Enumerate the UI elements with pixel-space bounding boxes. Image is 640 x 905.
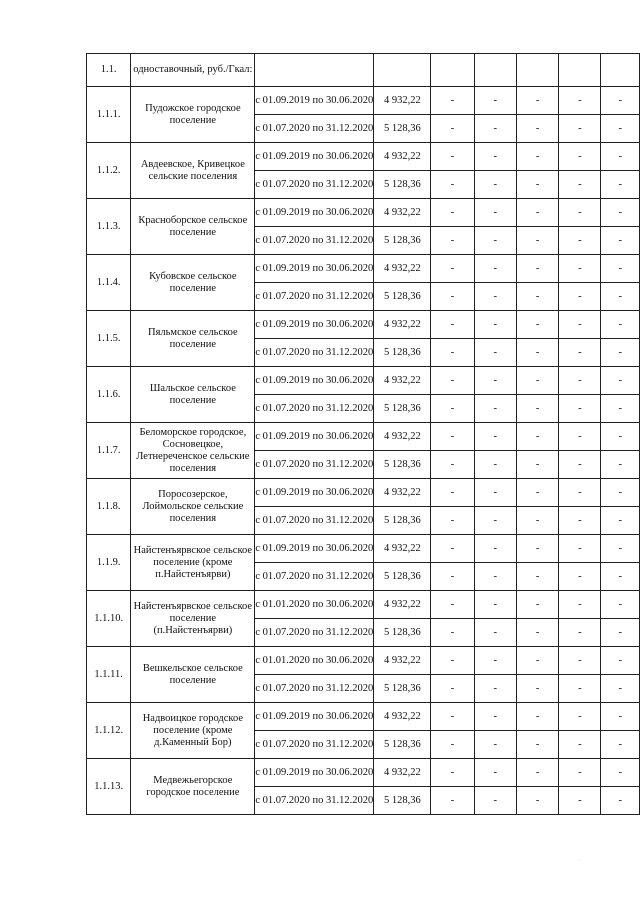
empty-mark-cell: - [431,423,474,451]
empty-mark-cell: - [559,731,601,759]
tariff-value: 5 128,36 [374,115,431,143]
empty-mark-cell: - [559,143,601,171]
empty-mark-cell: - [431,283,474,311]
empty-mark-cell: - [559,451,601,479]
settlement-name: Надвоицкое городское поселение (кроме д.Каменный Бор) [131,703,255,759]
empty-mark-cell: - [431,675,474,703]
empty-mark-cell: - [431,227,474,255]
empty-mark-cell: - [474,787,516,815]
empty-mark-cell: - [601,367,640,395]
period-cell: с 01.07.2020 по 31.12.2020 [255,563,374,591]
table-row [87,759,640,787]
tariff-value: 4 932,22 [374,311,431,339]
settlement-name: Беломорское городское, Сосновецкое, Летнереченское сельские поселения [131,423,255,479]
empty-mark-cell: - [474,339,516,367]
empty-mark-cell: - [516,115,558,143]
empty-mark-cell: - [601,171,640,199]
empty-mark-cell: - [431,563,474,591]
period-cell: с 01.07.2020 по 31.12.2020 [255,675,374,703]
settlement-name: Красноборское сельское поселение [131,199,255,255]
empty-mark-cell: - [431,199,474,227]
period-cell: с 01.09.2019 по 30.06.2020 [255,367,374,395]
period-cell: с 01.07.2020 по 31.12.2020 [255,395,374,423]
table-row [87,311,640,339]
table-row [87,647,640,675]
tariff-value: 5 128,36 [374,563,431,591]
empty-mark-cell: - [474,367,516,395]
tariff-value: 4 932,22 [374,759,431,787]
empty-mark-cell: - [516,423,558,451]
empty-mark-cell: - [516,255,558,283]
period-cell: с 01.07.2020 по 31.12.2020 [255,507,374,535]
empty-mark-cell: - [431,311,474,339]
period-cell: с 01.07.2020 по 31.12.2020 [255,227,374,255]
empty-mark-cell: - [431,535,474,563]
settlement-name: Медвежьегорское городское поселение [131,759,255,815]
tariff-value: 5 128,36 [374,283,431,311]
empty-cell [516,54,558,87]
empty-mark-cell: - [559,367,601,395]
period-cell: с 01.01.2020 по 30.06.2020 [255,647,374,675]
tariff-value: 4 932,22 [374,647,431,675]
empty-mark-cell: - [431,759,474,787]
empty-mark-cell: - [431,787,474,815]
empty-mark-cell: - [474,87,516,115]
empty-mark-cell: - [474,423,516,451]
empty-mark-cell: - [431,143,474,171]
empty-mark-cell: - [516,703,558,731]
tariff-value: 5 128,36 [374,171,431,199]
empty-mark-cell: - [474,479,516,507]
empty-mark-cell: - [474,591,516,619]
settlement-name: Найстенъярвское сельское поселение (п.Найстенъярви) [131,591,255,647]
row-number: 1.1.11. [87,647,131,703]
empty-mark-cell: - [559,339,601,367]
empty-mark-cell: - [431,731,474,759]
empty-mark-cell: - [601,703,640,731]
empty-mark-cell: - [516,591,558,619]
empty-mark-cell: - [516,675,558,703]
tariff-value: 4 932,22 [374,143,431,171]
empty-mark-cell: - [601,563,640,591]
empty-mark-cell: - [559,563,601,591]
period-cell: с 01.09.2019 по 30.06.2020 [255,423,374,451]
period-cell: с 01.07.2020 по 31.12.2020 [255,619,374,647]
row-number: 1.1.8. [87,479,131,535]
row-number: 1.1.9. [87,535,131,591]
empty-mark-cell: - [601,675,640,703]
tariff-table [86,53,640,815]
period-cell: с 01.01.2020 по 30.06.2020 [255,591,374,619]
table-row [87,87,640,115]
empty-mark-cell: - [601,143,640,171]
period-cell: с 01.07.2020 по 31.12.2020 [255,171,374,199]
empty-mark-cell: - [431,87,474,115]
empty-mark-cell: - [474,255,516,283]
tariff-value: 5 128,36 [374,451,431,479]
empty-mark-cell: - [559,311,601,339]
table-row [87,535,640,563]
empty-mark-cell: - [431,255,474,283]
empty-mark-cell: - [431,115,474,143]
empty-mark-cell: - [431,703,474,731]
empty-mark-cell: - [431,367,474,395]
row-number: 1.1. [87,54,131,87]
period-cell: с 01.09.2019 по 30.06.2020 [255,143,374,171]
row-number: 1.1.5. [87,311,131,367]
empty-mark-cell: - [516,227,558,255]
tariff-value: 5 128,36 [374,675,431,703]
empty-mark-cell: - [431,339,474,367]
empty-cell [601,54,640,87]
empty-mark-cell: - [516,87,558,115]
empty-mark-cell: - [601,199,640,227]
empty-mark-cell: - [516,199,558,227]
empty-mark-cell: - [516,339,558,367]
empty-mark-cell: - [601,255,640,283]
row-name: одноставочный, руб./Гкал: [131,54,255,87]
table-row [87,199,640,227]
empty-mark-cell: - [516,731,558,759]
empty-mark-cell: - [474,171,516,199]
tariff-value: 4 932,22 [374,87,431,115]
period-cell: с 01.07.2020 по 31.12.2020 [255,787,374,815]
table-row [87,479,640,507]
empty-mark-cell: - [559,759,601,787]
empty-mark-cell: - [431,647,474,675]
empty-mark-cell: - [516,647,558,675]
empty-mark-cell: - [474,311,516,339]
empty-mark-cell: - [559,647,601,675]
empty-mark-cell: - [601,87,640,115]
empty-mark-cell: - [559,395,601,423]
period-cell: с 01.09.2019 по 30.06.2020 [255,759,374,787]
period-cell: с 01.09.2019 по 30.06.2020 [255,199,374,227]
tariff-value: 4 932,22 [374,591,431,619]
empty-mark-cell: - [601,115,640,143]
period-cell: с 01.09.2019 по 30.06.2020 [255,703,374,731]
empty-mark-cell: - [516,759,558,787]
empty-mark-cell: - [601,787,640,815]
empty-mark-cell: - [516,171,558,199]
period-cell: с 01.07.2020 по 31.12.2020 [255,451,374,479]
empty-mark-cell: - [474,115,516,143]
table-row [87,143,640,171]
empty-mark-cell: - [431,451,474,479]
row-number: 1.1.4. [87,255,131,311]
row-number: 1.1.12. [87,703,131,759]
empty-mark-cell: - [601,451,640,479]
empty-mark-cell: - [431,171,474,199]
empty-mark-cell: - [601,423,640,451]
tariff-value: 5 128,36 [374,339,431,367]
empty-mark-cell: - [601,535,640,563]
empty-mark-cell: - [474,451,516,479]
tariff-value: 4 932,22 [374,255,431,283]
empty-mark-cell: - [559,255,601,283]
empty-mark-cell: - [474,703,516,731]
empty-mark-cell: - [516,367,558,395]
row-number: 1.1.3. [87,199,131,255]
empty-mark-cell: - [559,479,601,507]
tariff-value: 4 932,22 [374,479,431,507]
empty-cell [255,54,374,87]
empty-mark-cell: - [474,647,516,675]
empty-mark-cell: - [559,535,601,563]
tariff-value: 4 932,22 [374,535,431,563]
empty-mark-cell: - [559,619,601,647]
empty-mark-cell: - [474,395,516,423]
empty-mark-cell: - [601,479,640,507]
settlement-name: Кубовское сельское поселение [131,255,255,311]
empty-mark-cell: - [601,647,640,675]
empty-mark-cell: - [559,507,601,535]
table-row [87,591,640,619]
row-number: 1.1.6. [87,367,131,423]
empty-mark-cell: - [601,339,640,367]
settlement-name: Найстенъярвское сельское поселение (кроме п.Найстенъярви) [131,535,255,591]
period-cell: с 01.07.2020 по 31.12.2020 [255,731,374,759]
tariff-value: 5 128,36 [374,731,431,759]
settlement-name: Пяльмское сельское поселение [131,311,255,367]
period-cell: с 01.07.2020 по 31.12.2020 [255,115,374,143]
row-number: 1.1.1. [87,87,131,143]
empty-mark-cell: - [516,451,558,479]
empty-mark-cell: - [474,731,516,759]
empty-mark-cell: - [474,759,516,787]
empty-mark-cell: - [559,591,601,619]
empty-mark-cell: - [474,563,516,591]
table-row [87,423,640,451]
empty-mark-cell: - [601,619,640,647]
empty-mark-cell: - [431,619,474,647]
tariff-value: 5 128,36 [374,395,431,423]
empty-mark-cell: - [559,227,601,255]
empty-mark-cell: - [474,507,516,535]
tariff-value: 5 128,36 [374,787,431,815]
tariff-value: 5 128,36 [374,619,431,647]
empty-mark-cell: - [474,227,516,255]
tariff-value: 4 932,22 [374,703,431,731]
empty-mark-cell: - [601,507,640,535]
empty-mark-cell: - [601,591,640,619]
empty-mark-cell: - [601,227,640,255]
empty-mark-cell: - [559,87,601,115]
empty-mark-cell: - [601,759,640,787]
empty-mark-cell: - [601,395,640,423]
settlement-name: Вешкельское сельское поселение [131,647,255,703]
empty-mark-cell: - [431,479,474,507]
empty-mark-cell: - [601,731,640,759]
empty-mark-cell: - [601,311,640,339]
tariff-value: 4 932,22 [374,199,431,227]
tariff-value: 5 128,36 [374,507,431,535]
empty-mark-cell: - [516,507,558,535]
empty-mark-cell: - [516,563,558,591]
empty-cell [559,54,601,87]
empty-mark-cell: - [431,395,474,423]
table-row [87,367,640,395]
scan-speck: · [578,858,580,864]
empty-cell [474,54,516,87]
period-cell: с 01.07.2020 по 31.12.2020 [255,283,374,311]
tariff-value: 4 932,22 [374,367,431,395]
empty-mark-cell: - [559,787,601,815]
empty-mark-cell: - [474,199,516,227]
settlement-name: Шальское сельское поселение [131,367,255,423]
empty-mark-cell: - [601,283,640,311]
empty-mark-cell: - [559,423,601,451]
settlement-name: Авдеевское, Кривецкое сельские поселения [131,143,255,199]
empty-mark-cell: - [516,787,558,815]
period-cell: с 01.09.2019 по 30.06.2020 [255,311,374,339]
empty-cell [431,54,474,87]
period-cell: с 01.09.2019 по 30.06.2020 [255,479,374,507]
table-row [87,703,640,731]
empty-mark-cell: - [431,591,474,619]
period-cell: с 01.09.2019 по 30.06.2020 [255,535,374,563]
empty-mark-cell: - [559,283,601,311]
empty-mark-cell: - [516,535,558,563]
settlement-name: Пудожское городское поселение [131,87,255,143]
empty-mark-cell: - [474,143,516,171]
row-number: 1.1.10. [87,591,131,647]
empty-mark-cell: - [474,535,516,563]
empty-mark-cell: - [516,479,558,507]
empty-mark-cell: - [516,395,558,423]
empty-mark-cell: - [431,507,474,535]
row-number: 1.1.13. [87,759,131,815]
tariff-value: 4 932,22 [374,423,431,451]
row-number: 1.1.7. [87,423,131,479]
empty-mark-cell: - [559,115,601,143]
empty-mark-cell: - [559,199,601,227]
empty-mark-cell: - [559,703,601,731]
empty-cell [374,54,431,87]
empty-mark-cell: - [516,311,558,339]
period-cell: с 01.09.2019 по 30.06.2020 [255,87,374,115]
empty-mark-cell: - [516,619,558,647]
table-row [87,255,640,283]
empty-mark-cell: - [474,675,516,703]
table-header-row [87,54,640,87]
empty-mark-cell: - [516,143,558,171]
empty-mark-cell: - [559,171,601,199]
period-cell: с 01.09.2019 по 30.06.2020 [255,255,374,283]
empty-mark-cell: - [474,283,516,311]
row-number: 1.1.2. [87,143,131,199]
period-cell: с 01.07.2020 по 31.12.2020 [255,339,374,367]
settlement-name: Поросозерское, Лоймольское сельские поселения [131,479,255,535]
empty-mark-cell: - [559,675,601,703]
empty-mark-cell: - [516,283,558,311]
empty-mark-cell: - [474,619,516,647]
tariff-value: 5 128,36 [374,227,431,255]
